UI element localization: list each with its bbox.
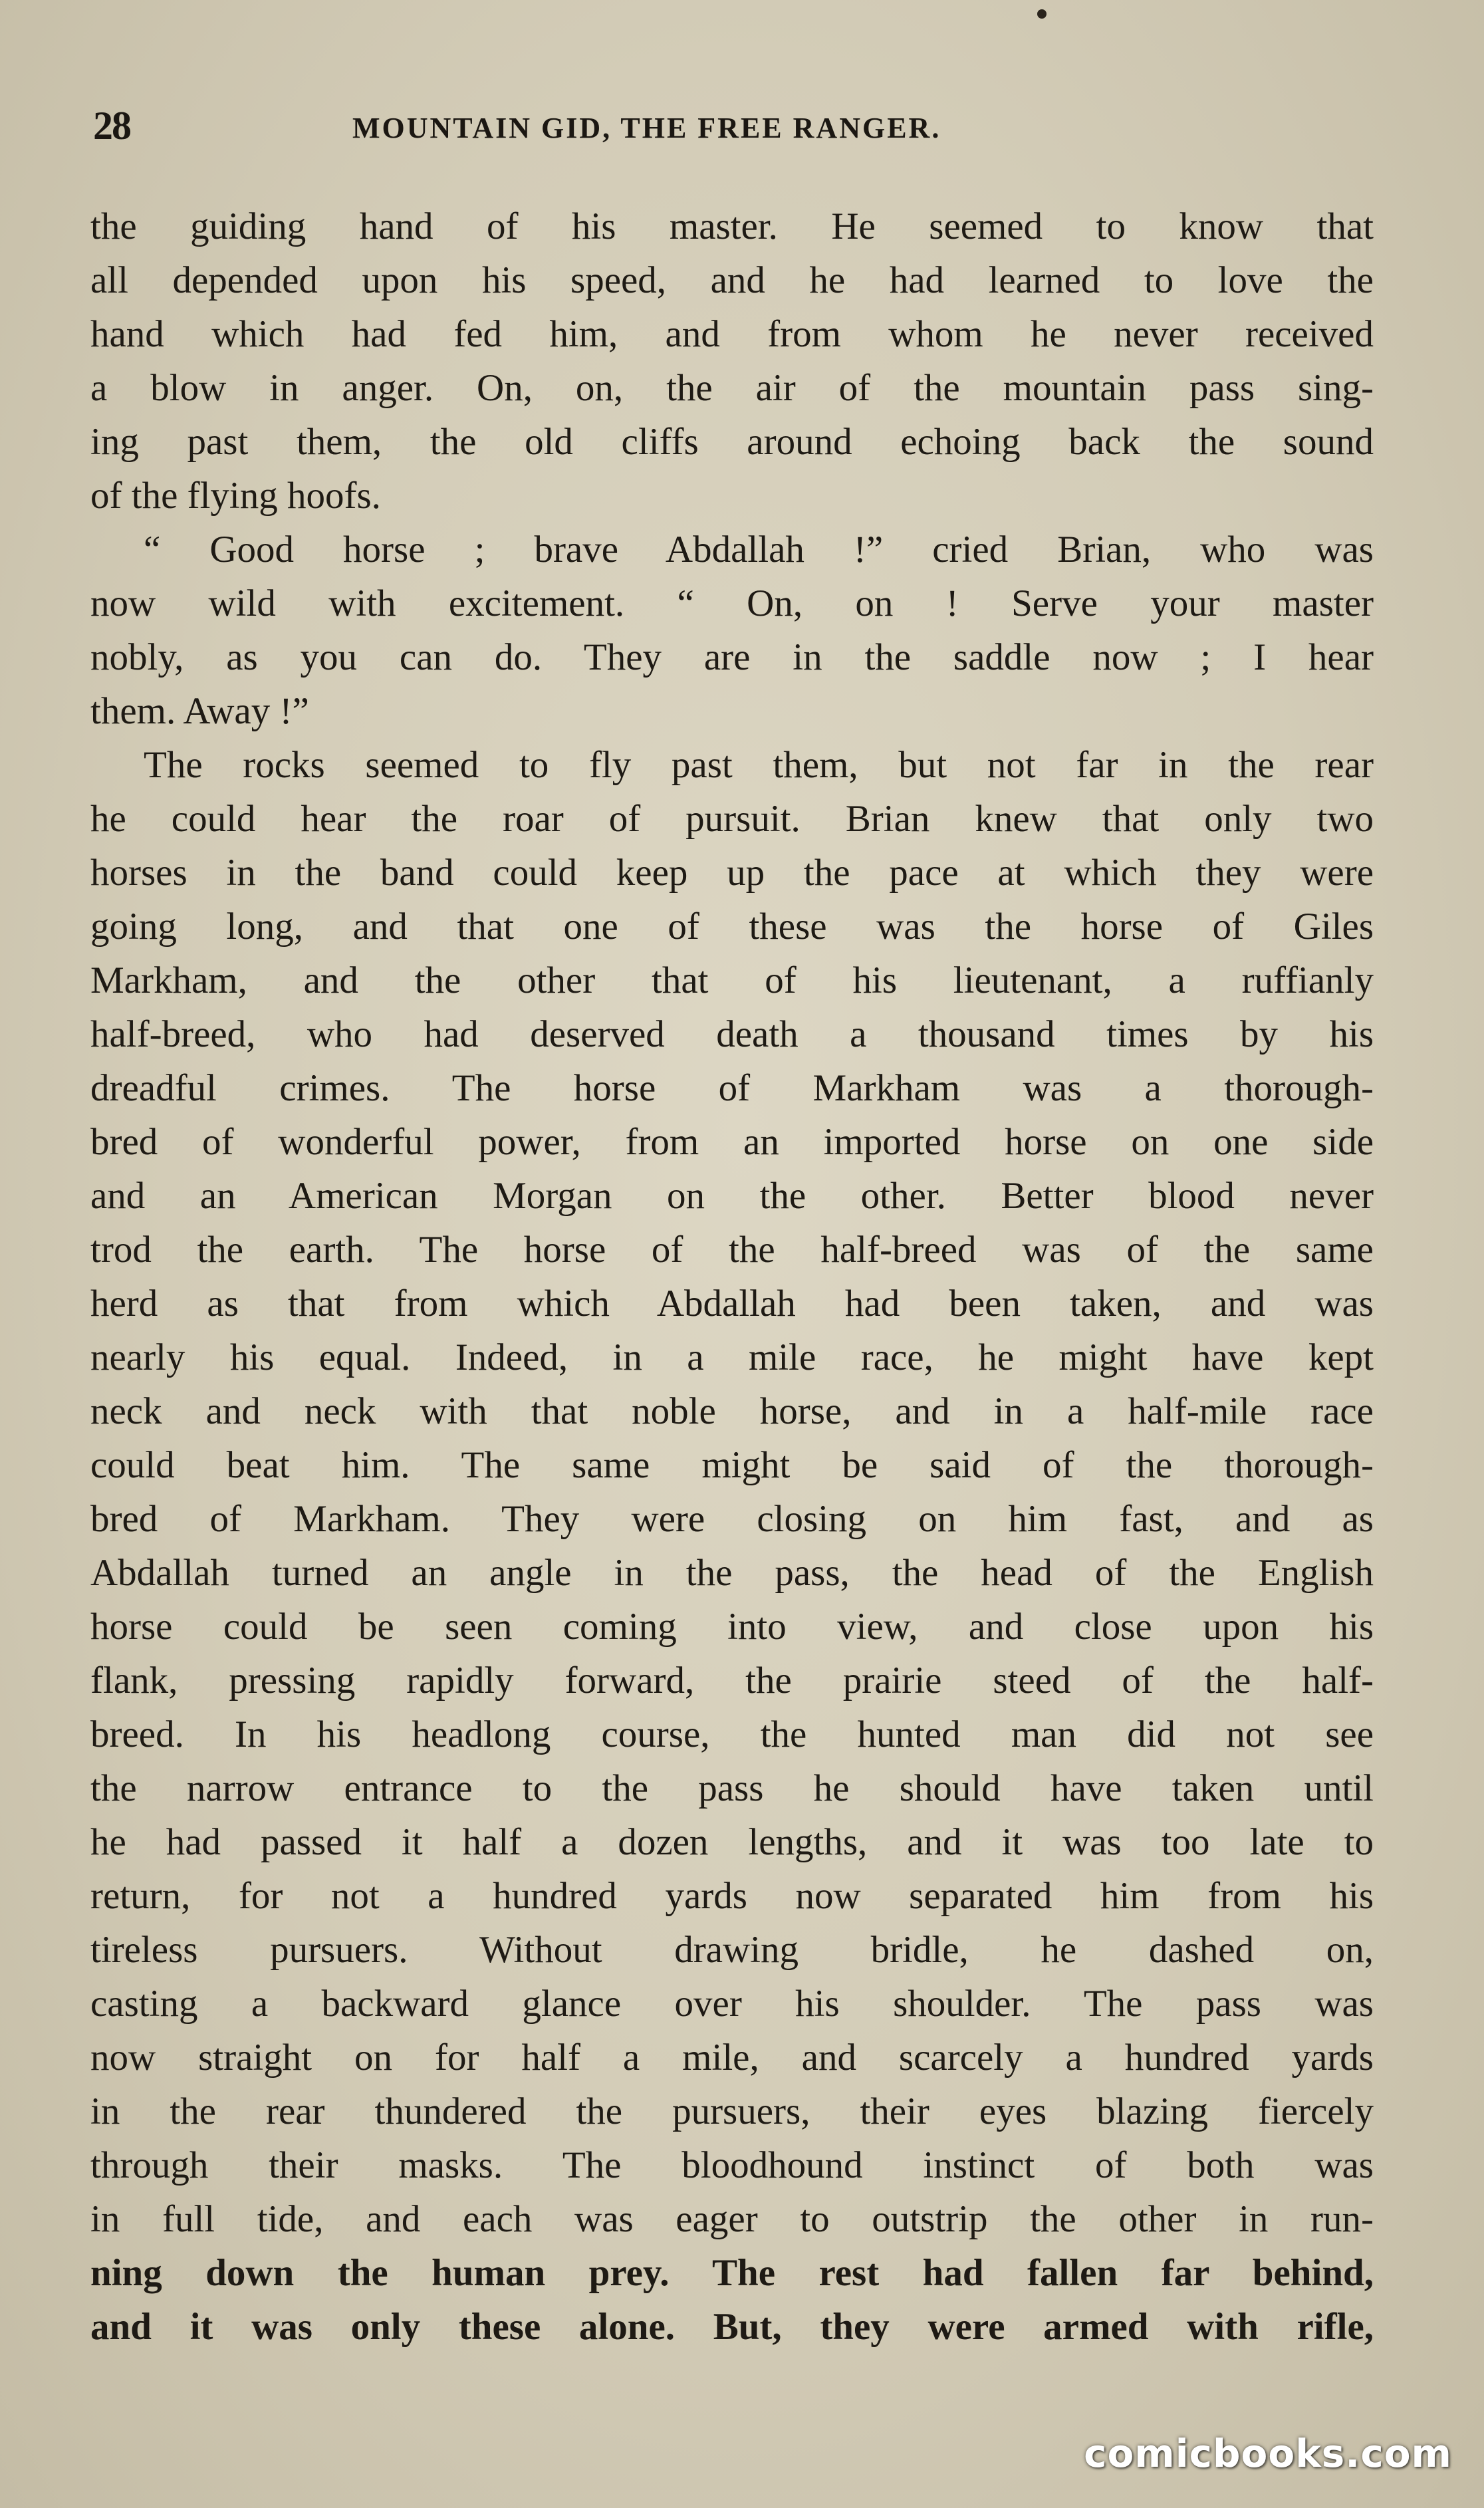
text-line: all depended upon his speed, and he had learned to love the [90, 259, 1374, 301]
text-line: in the rear thundered the pursuers, their eyes blazing fiercely [90, 2090, 1374, 2132]
text-line: bred of wonderful power, from an imported horse on one side [90, 1121, 1374, 1163]
text-line: in full tide, and each was eager to outstrip the other in run- [90, 2198, 1374, 2240]
text-line: herd as that from which Abdallah had been taken, and was [90, 1283, 1374, 1324]
text-line: “ Good horse ; brave Abdallah !” cried Brian, who was [144, 529, 1374, 570]
text-line: dreadful crimes. The horse of Markham was a thorough- [90, 1067, 1374, 1109]
text-line: going long, and that one of these was the horse of Giles [90, 906, 1374, 947]
text-line: return, for not a hundred yards now separated him from his [90, 1875, 1374, 1917]
text-line: breed. In his headlong course, the hunted man did not see [90, 1713, 1374, 1755]
text-line: nobly, as you can do. They are in the saddle now ; I hear [90, 636, 1374, 678]
page-number: 28 [93, 104, 130, 148]
text-line: neck and neck with that noble horse, and in a half-mile race [90, 1390, 1374, 1432]
text-line: he could hear the roar of pursuit. Brian knew that only two [90, 798, 1374, 840]
text-line: and an American Morgan on the other. Better blood never [90, 1175, 1374, 1217]
text-line: Abdallah turned an angle in the pass, the head of the English [90, 1552, 1374, 1594]
text-line: now straight on for half a mile, and scarcely a hundred yards [90, 2037, 1374, 2078]
body-text [90, 199, 1374, 2354]
text-line: the guiding hand of his master. He seemed to know that [90, 205, 1374, 247]
text-line: hand which had fed him, and from whom he never received [90, 313, 1374, 355]
text-line: horses in the band could keep up the pace at which they were [90, 852, 1374, 894]
text-line: he had passed it half a dozen lengths, and it was too late to [90, 1821, 1374, 1863]
text-line: half-breed, who had deserved death a thousand times by his [90, 1013, 1374, 1055]
page-header [93, 103, 1376, 156]
text-line: flank, pressing rapidly forward, the prairie steed of the half- [90, 1660, 1374, 1701]
text-line: bred of Markham. They were closing on him fast, and as [90, 1498, 1374, 1540]
text-line: The rocks seemed to fly past them, but not far in the rear [144, 744, 1374, 786]
text-line: trod the earth. The horse of the half-breed was of the same [90, 1229, 1374, 1271]
running-head: MOUNTAIN GID, THE FREE RANGER. [352, 112, 941, 144]
text-line: through their masks. The bloodhound instinct of both was [90, 2144, 1374, 2186]
text-line: them. Away !” [90, 690, 309, 732]
text-line: casting a backward glance over his shoulder. The pass was [90, 1983, 1374, 2025]
text-line: a blow in anger. On, on, the air of the mountain pass sing- [90, 367, 1374, 409]
text-line: now wild with excitement. “ On, on ! Serve your master [90, 582, 1374, 624]
text-line: and it was only these alone. But, they were armed with rifle, [90, 2306, 1374, 2348]
text-line: nearly his equal. Indeed, in a mile race, he might have kept [90, 1336, 1374, 1378]
watermark: comicbooks.com [1084, 2431, 1452, 2476]
text-line: the narrow entrance to the pass he should have taken until [90, 1767, 1374, 1809]
text-line: ing past them, the old cliffs around echoing back the sound [90, 421, 1374, 463]
ink-speck [1037, 9, 1047, 19]
text-line: Markham, and the other that of his lieutenant, a ruffianly [90, 959, 1374, 1001]
text-line: horse could be seen coming into view, and close upon his [90, 1606, 1374, 1648]
text-line: of the flying hoofs. [90, 475, 381, 517]
text-line: ning down the human prey. The rest had fallen far behind, [90, 2252, 1374, 2294]
text-line: tireless pursuers. Without drawing bridle, he dashed on, [90, 1929, 1374, 1971]
text-line: could beat him. The same might be said of the thorough- [90, 1444, 1374, 1486]
